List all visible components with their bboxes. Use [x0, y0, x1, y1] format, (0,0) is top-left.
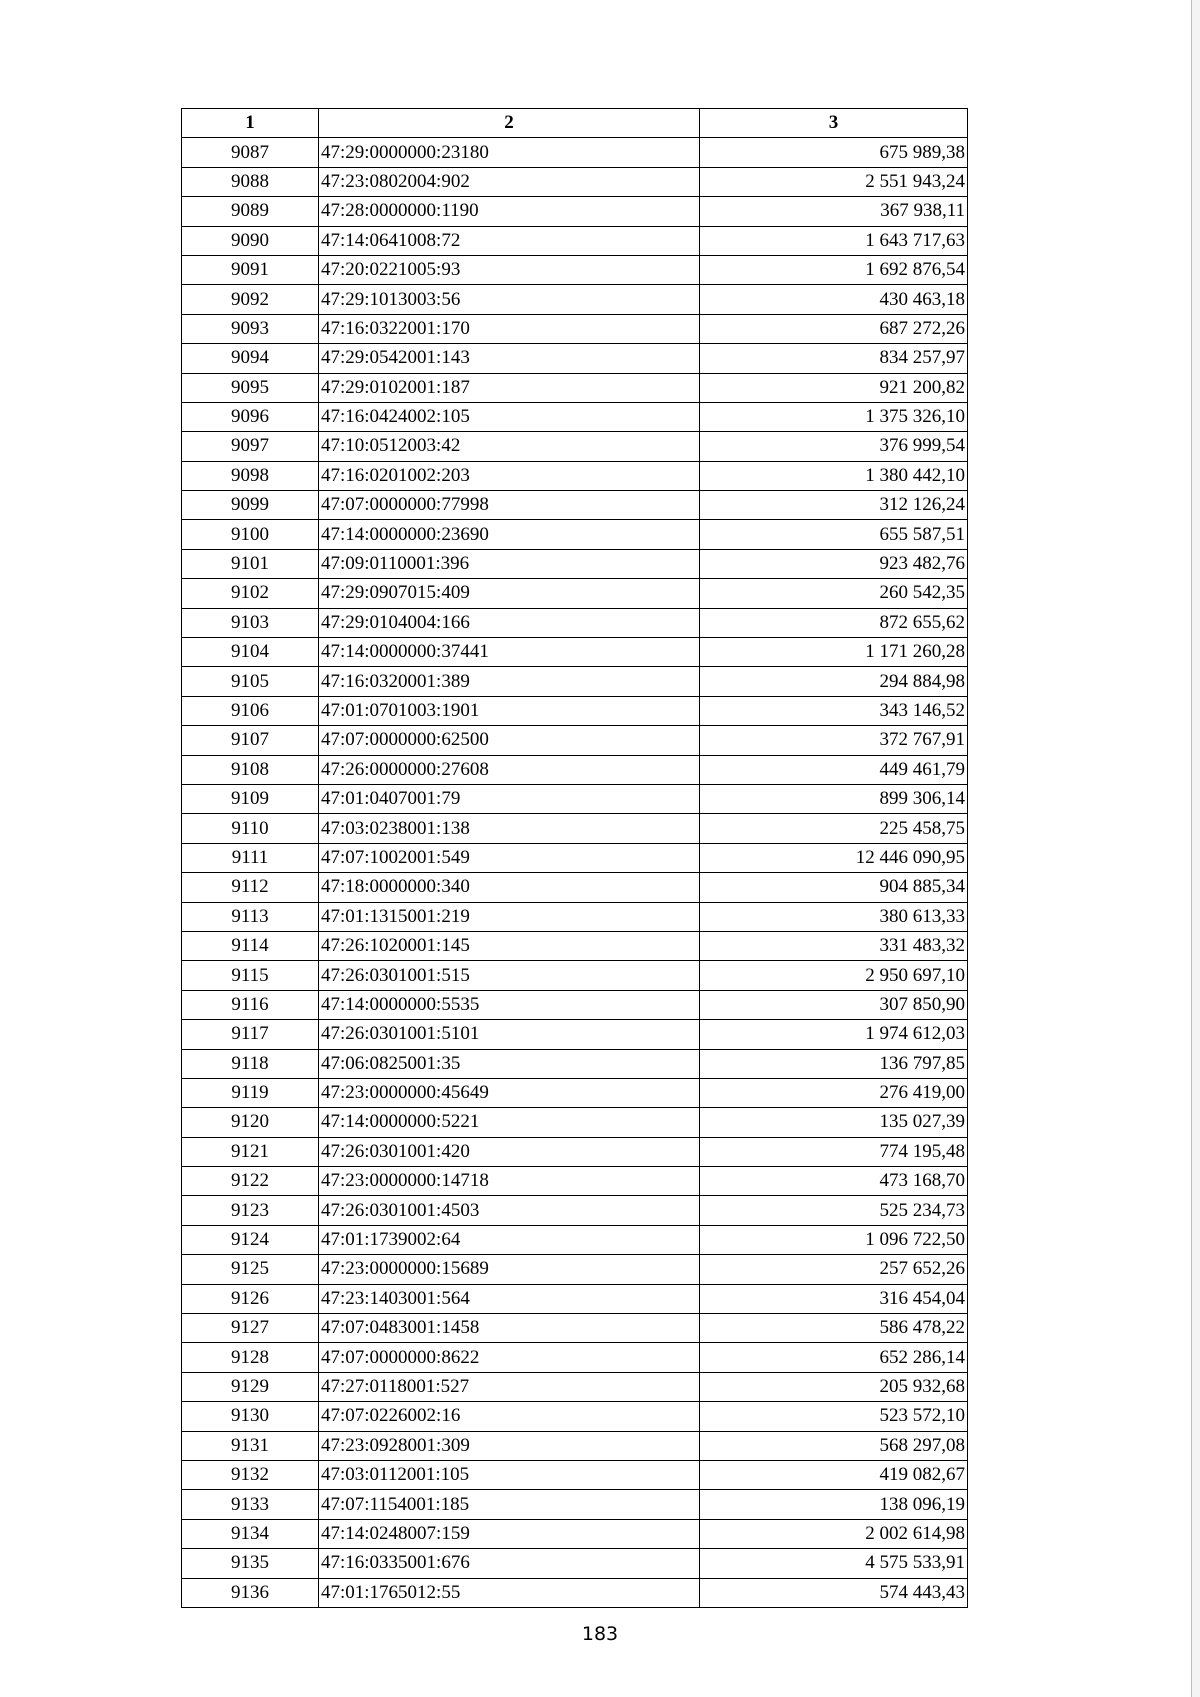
- table-row: [182, 1078, 968, 1107]
- row-number-cell: 9133: [182, 1490, 319, 1519]
- row-number-cell: 9123: [182, 1196, 319, 1225]
- table-row: [182, 344, 968, 373]
- cadastral-number-cell: 47:29:0104004:166: [319, 608, 700, 637]
- table-row: [182, 1490, 968, 1519]
- value-cell: 1 643 717,63: [700, 226, 968, 255]
- cadastral-number-cell: 47:26:0301001:515: [319, 961, 700, 990]
- cadastral-number-cell: 47:26:0301001:4503: [319, 1196, 700, 1225]
- value-cell: 923 482,76: [700, 549, 968, 578]
- cadastral-number-cell: 47:14:0000000:37441: [319, 638, 700, 667]
- cadastral-number-cell: 47:07:0000000:8622: [319, 1343, 700, 1372]
- row-number-cell: 9108: [182, 755, 319, 784]
- table-body: [182, 138, 968, 1608]
- value-cell: 568 297,08: [700, 1431, 968, 1460]
- cadastral-number-cell: 47:01:0701003:1901: [319, 696, 700, 725]
- table-row: [182, 961, 968, 990]
- table-row: [182, 990, 968, 1019]
- table-row: [182, 1255, 968, 1284]
- value-cell: 523 572,10: [700, 1402, 968, 1431]
- row-number-cell: 9098: [182, 461, 319, 490]
- value-cell: 449 461,79: [700, 755, 968, 784]
- cadastral-number-cell: 47:23:0802004:902: [319, 167, 700, 196]
- row-number-cell: 9132: [182, 1460, 319, 1489]
- row-number-cell: 9115: [182, 961, 319, 990]
- table-row: [182, 314, 968, 343]
- row-number-cell: 9109: [182, 784, 319, 813]
- cadastral-number-cell: 47:16:0335001:676: [319, 1549, 700, 1578]
- table-row: [182, 814, 968, 843]
- value-cell: 687 272,26: [700, 314, 968, 343]
- cadastral-number-cell: 47:23:0000000:45649: [319, 1078, 700, 1107]
- row-number-cell: 9091: [182, 255, 319, 284]
- row-number-cell: 9125: [182, 1255, 319, 1284]
- value-cell: 372 767,91: [700, 726, 968, 755]
- table-row: [182, 1020, 968, 1049]
- table-row: [182, 755, 968, 784]
- value-cell: 419 082,67: [700, 1460, 968, 1489]
- value-cell: 307 850,90: [700, 990, 968, 1019]
- cadastral-number-cell: 47:06:0825001:35: [319, 1049, 700, 1078]
- row-number-cell: 9097: [182, 432, 319, 461]
- table-row: [182, 1196, 968, 1225]
- table-row: [182, 138, 968, 167]
- row-number-cell: 9096: [182, 402, 319, 431]
- table-row: [182, 226, 968, 255]
- value-cell: 904 885,34: [700, 873, 968, 902]
- row-number-cell: 9089: [182, 197, 319, 226]
- value-cell: 1 692 876,54: [700, 255, 968, 284]
- cadastral-number-cell: 47:14:0641008:72: [319, 226, 700, 255]
- value-cell: 525 234,73: [700, 1196, 968, 1225]
- value-cell: 1 375 326,10: [700, 402, 968, 431]
- table-row: [182, 1284, 968, 1313]
- value-cell: 138 096,19: [700, 1490, 968, 1519]
- cadastral-number-cell: 47:23:0928001:309: [319, 1431, 700, 1460]
- value-cell: 473 168,70: [700, 1167, 968, 1196]
- cadastral-number-cell: 47:07:0226002:16: [319, 1402, 700, 1431]
- cadastral-number-cell: 47:27:0118001:527: [319, 1372, 700, 1401]
- value-cell: 1 380 442,10: [700, 461, 968, 490]
- table-row: [182, 726, 968, 755]
- table-row: [182, 432, 968, 461]
- cadastral-number-cell: 47:07:0000000:62500: [319, 726, 700, 755]
- cadastral-number-cell: 47:07:1154001:185: [319, 1490, 700, 1519]
- table-row: [182, 696, 968, 725]
- row-number-cell: 9120: [182, 1108, 319, 1137]
- table-row: [182, 1137, 968, 1166]
- table-row: [182, 1372, 968, 1401]
- row-number-cell: 9110: [182, 814, 319, 843]
- row-number-cell: 9107: [182, 726, 319, 755]
- table-row: [182, 1549, 968, 1578]
- row-number-cell: 9103: [182, 608, 319, 637]
- table-row: [182, 667, 968, 696]
- value-cell: 655 587,51: [700, 520, 968, 549]
- cadastral-number-cell: 47:23:0000000:15689: [319, 1255, 700, 1284]
- row-number-cell: 9101: [182, 549, 319, 578]
- table-row: [182, 1108, 968, 1137]
- value-cell: 12 446 090,95: [700, 843, 968, 872]
- cadastral-number-cell: 47:07:1002001:549: [319, 843, 700, 872]
- row-number-cell: 9131: [182, 1431, 319, 1460]
- table-row: [182, 167, 968, 196]
- cadastral-number-cell: 47:26:0301001:420: [319, 1137, 700, 1166]
- row-number-cell: 9117: [182, 1020, 319, 1049]
- value-cell: 899 306,14: [700, 784, 968, 813]
- cadastral-number-cell: 47:14:0000000:23690: [319, 520, 700, 549]
- cadastral-number-cell: 47:01:1315001:219: [319, 902, 700, 931]
- table-row: [182, 1049, 968, 1078]
- table-row: [182, 608, 968, 637]
- cadastral-number-cell: 47:14:0000000:5221: [319, 1108, 700, 1137]
- row-number-cell: 9090: [182, 226, 319, 255]
- value-cell: 2 002 614,98: [700, 1519, 968, 1548]
- table-row: [182, 1519, 968, 1548]
- row-number-cell: 9094: [182, 344, 319, 373]
- value-cell: 225 458,75: [700, 814, 968, 843]
- row-number-cell: 9116: [182, 990, 319, 1019]
- cadastral-number-cell: 47:29:0102001:187: [319, 373, 700, 402]
- page-number: 183: [581, 1623, 619, 1645]
- cadastral-number-cell: 47:07:0483001:1458: [319, 1314, 700, 1343]
- table-row: [182, 197, 968, 226]
- cadastral-number-cell: 47:29:0000000:23180: [319, 138, 700, 167]
- row-number-cell: 9134: [182, 1519, 319, 1548]
- row-number-cell: 9092: [182, 285, 319, 314]
- row-number-cell: 9087: [182, 138, 319, 167]
- value-cell: 205 932,68: [700, 1372, 968, 1401]
- value-cell: 367 938,11: [700, 197, 968, 226]
- row-number-cell: 9128: [182, 1343, 319, 1372]
- table-row: [182, 491, 968, 520]
- row-number-cell: 9095: [182, 373, 319, 402]
- value-cell: 257 652,26: [700, 1255, 968, 1284]
- row-number-cell: 9127: [182, 1314, 319, 1343]
- value-cell: 1 974 612,03: [700, 1020, 968, 1049]
- row-number-cell: 9114: [182, 931, 319, 960]
- table-row: [182, 1578, 968, 1607]
- cadastral-number-cell: 47:29:0907015:409: [319, 579, 700, 608]
- value-cell: 2 551 943,24: [700, 167, 968, 196]
- row-number-cell: 9100: [182, 520, 319, 549]
- cadastral-number-cell: 47:03:0112001:105: [319, 1460, 700, 1489]
- table-row: [182, 784, 968, 813]
- value-cell: 921 200,82: [700, 373, 968, 402]
- value-cell: 2 950 697,10: [700, 961, 968, 990]
- row-number-cell: 9130: [182, 1402, 319, 1431]
- table-row: [182, 1431, 968, 1460]
- table-row: [182, 873, 968, 902]
- row-number-cell: 9111: [182, 843, 319, 872]
- cadastral-number-cell: 47:18:0000000:340: [319, 873, 700, 902]
- row-number-cell: 9118: [182, 1049, 319, 1078]
- row-number-cell: 9099: [182, 491, 319, 520]
- row-number-cell: 9088: [182, 167, 319, 196]
- registry-table: [181, 108, 968, 1608]
- column-header-3: 3: [700, 109, 968, 138]
- value-cell: 586 478,22: [700, 1314, 968, 1343]
- cadastral-number-cell: 47:26:0301001:5101: [319, 1020, 700, 1049]
- row-number-cell: 9112: [182, 873, 319, 902]
- row-number-cell: 9113: [182, 902, 319, 931]
- row-number-cell: 9105: [182, 667, 319, 696]
- header-row: [182, 109, 968, 138]
- table-row: [182, 902, 968, 931]
- table-header: [182, 109, 968, 138]
- table-row: [182, 1314, 968, 1343]
- table-row: [182, 843, 968, 872]
- cadastral-number-cell: 47:01:1765012:55: [319, 1578, 700, 1607]
- cadastral-number-cell: 47:29:1013003:56: [319, 285, 700, 314]
- value-cell: 1 096 722,50: [700, 1225, 968, 1254]
- cadastral-number-cell: 47:16:0201002:203: [319, 461, 700, 490]
- table-row: [182, 1402, 968, 1431]
- cadastral-number-cell: 47:20:0221005:93: [319, 255, 700, 284]
- cadastral-number-cell: 47:14:0248007:159: [319, 1519, 700, 1548]
- cadastral-number-cell: 47:01:0407001:79: [319, 784, 700, 813]
- row-number-cell: 9093: [182, 314, 319, 343]
- row-number-cell: 9135: [182, 1549, 319, 1578]
- table-row: [182, 1460, 968, 1489]
- value-cell: 294 884,98: [700, 667, 968, 696]
- value-cell: 343 146,52: [700, 696, 968, 725]
- value-cell: 652 286,14: [700, 1343, 968, 1372]
- value-cell: 331 483,32: [700, 931, 968, 960]
- table-row: [182, 402, 968, 431]
- table-row: [182, 1167, 968, 1196]
- table-row: [182, 461, 968, 490]
- value-cell: 675 989,38: [700, 138, 968, 167]
- cadastral-number-cell: 47:10:0512003:42: [319, 432, 700, 461]
- row-number-cell: 9121: [182, 1137, 319, 1166]
- table-row: [182, 549, 968, 578]
- value-cell: 276 419,00: [700, 1078, 968, 1107]
- row-number-cell: 9126: [182, 1284, 319, 1313]
- cadastral-number-cell: 47:16:0424002:105: [319, 402, 700, 431]
- table-row: [182, 373, 968, 402]
- value-cell: 316 454,04: [700, 1284, 968, 1313]
- row-number-cell: 9104: [182, 638, 319, 667]
- page-right-edge: [1191, 0, 1200, 1697]
- row-number-cell: 9136: [182, 1578, 319, 1607]
- value-cell: 872 655,62: [700, 608, 968, 637]
- cadastral-number-cell: 47:07:0000000:77998: [319, 491, 700, 520]
- row-number-cell: 9122: [182, 1167, 319, 1196]
- value-cell: 136 797,85: [700, 1049, 968, 1078]
- cadastral-number-cell: 47:03:0238001:138: [319, 814, 700, 843]
- table-row: [182, 520, 968, 549]
- table-row: [182, 579, 968, 608]
- value-cell: 312 126,24: [700, 491, 968, 520]
- cadastral-number-cell: 47:23:0000000:14718: [319, 1167, 700, 1196]
- table-row: [182, 255, 968, 284]
- value-cell: 430 463,18: [700, 285, 968, 314]
- row-number-cell: 9124: [182, 1225, 319, 1254]
- row-number-cell: 9119: [182, 1078, 319, 1107]
- row-number-cell: 9129: [182, 1372, 319, 1401]
- value-cell: 260 542,35: [700, 579, 968, 608]
- cadastral-number-cell: 47:14:0000000:5535: [319, 990, 700, 1019]
- value-cell: 1 171 260,28: [700, 638, 968, 667]
- cadastral-number-cell: 47:16:0320001:389: [319, 667, 700, 696]
- value-cell: 4 575 533,91: [700, 1549, 968, 1578]
- value-cell: 376 999,54: [700, 432, 968, 461]
- row-number-cell: 9106: [182, 696, 319, 725]
- cadastral-number-cell: 47:09:0110001:396: [319, 549, 700, 578]
- cadastral-number-cell: 47:23:1403001:564: [319, 1284, 700, 1313]
- value-cell: 774 195,48: [700, 1137, 968, 1166]
- value-cell: 834 257,97: [700, 344, 968, 373]
- cadastral-number-cell: 47:28:0000000:1190: [319, 197, 700, 226]
- value-cell: 574 443,43: [700, 1578, 968, 1607]
- cadastral-number-cell: 47:01:1739002:64: [319, 1225, 700, 1254]
- cadastral-number-cell: 47:29:0542001:143: [319, 344, 700, 373]
- value-cell: 380 613,33: [700, 902, 968, 931]
- cadastral-number-cell: 47:16:0322001:170: [319, 314, 700, 343]
- cadastral-number-cell: 47:26:1020001:145: [319, 931, 700, 960]
- column-header-1: 1: [182, 109, 319, 138]
- value-cell: 135 027,39: [700, 1108, 968, 1137]
- table-row: [182, 285, 968, 314]
- table-row: [182, 931, 968, 960]
- cadastral-number-cell: 47:26:0000000:27608: [319, 755, 700, 784]
- table-row: [182, 638, 968, 667]
- table-row: [182, 1343, 968, 1372]
- table-row: [182, 1225, 968, 1254]
- column-header-2: 2: [319, 109, 700, 138]
- row-number-cell: 9102: [182, 579, 319, 608]
